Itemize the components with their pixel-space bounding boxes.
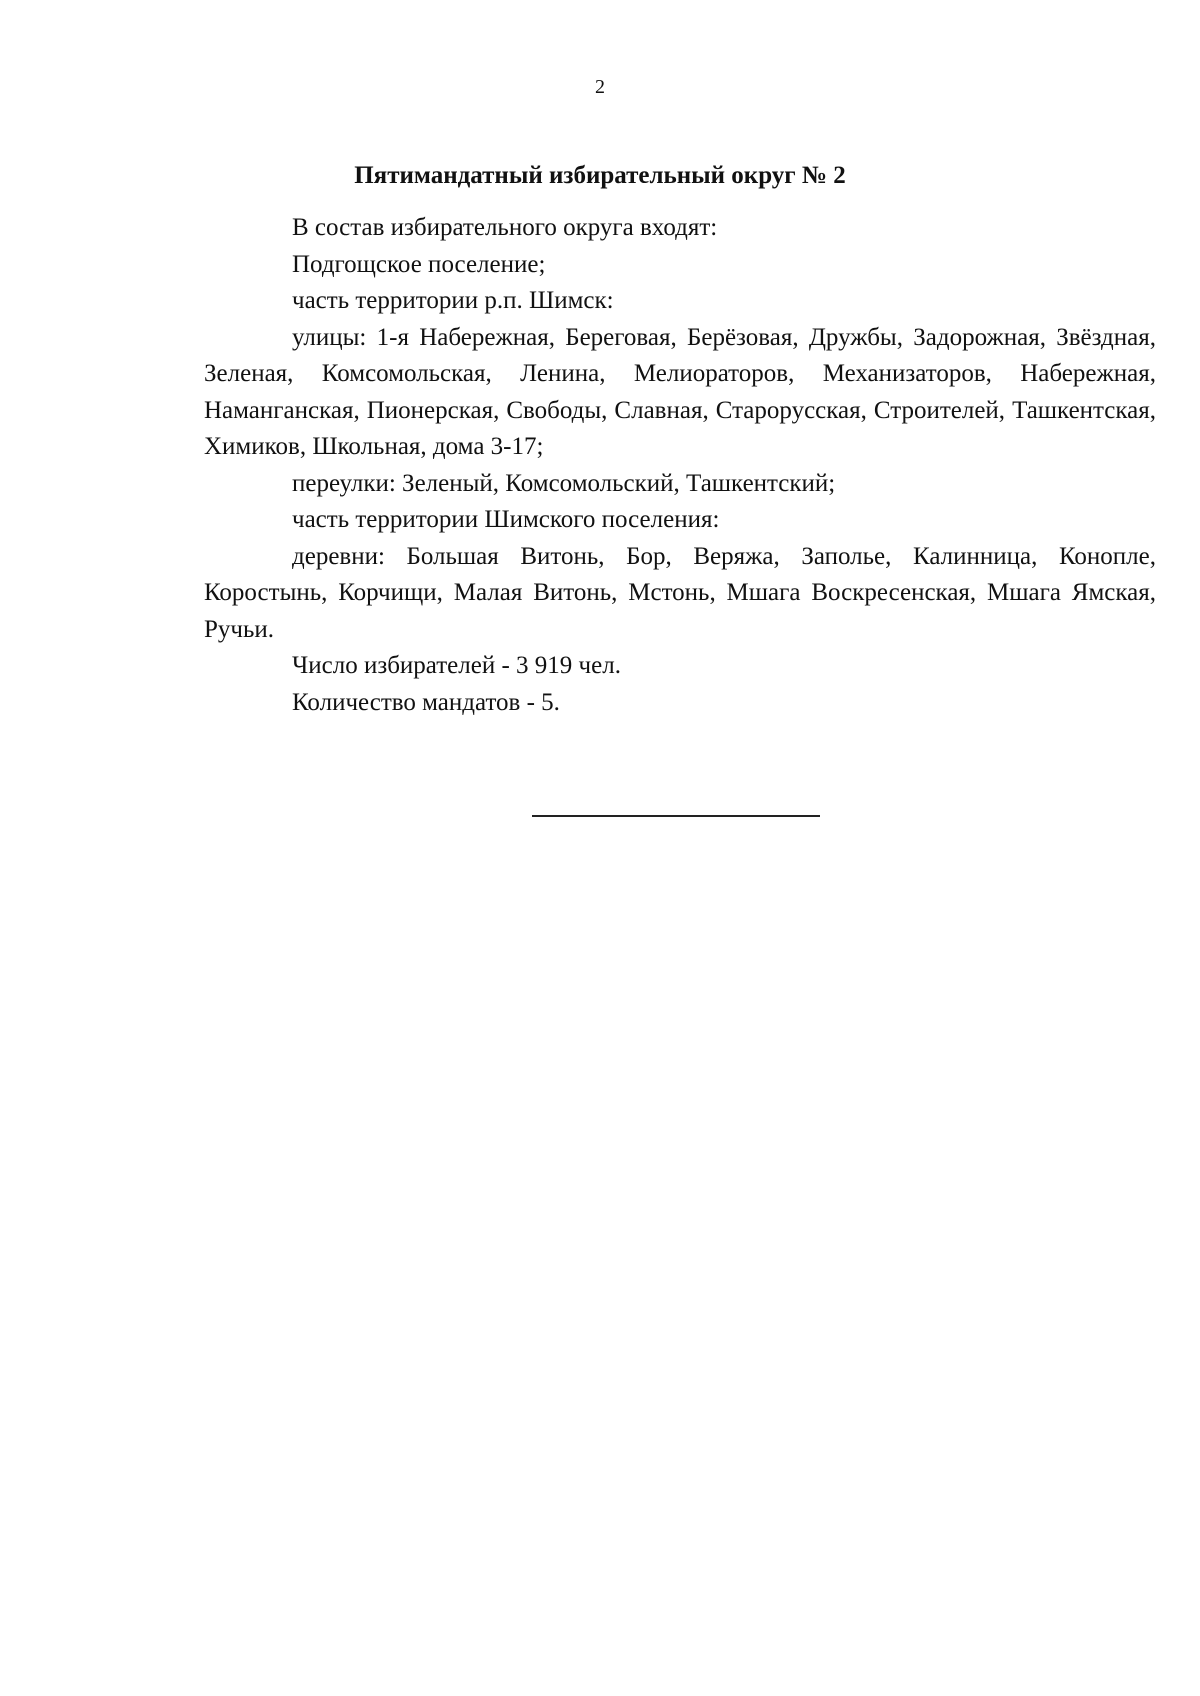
paragraph-territory-shimsk: часть территории р.п. Шимск: — [292, 287, 614, 314]
page-number: 2 — [595, 76, 605, 98]
paragraph-territory-settlement: часть территории Шимского поселения: — [292, 506, 720, 533]
paragraph-streets: улицы: 1-я Набережная, Береговая, Берёзовая, Дружбы, Задорожная, Звёздная, Зеленая, Комсомольская, Ленина, Мелиораторов, Механизаторов, Набережная, Наманганская, Пионерская, Свободы, Славная, Старорусская, Строителей, Ташкентская, Химиков, Школьная, дома 3-17; — [204, 323, 1156, 460]
end-divider — [532, 815, 820, 817]
paragraph-lanes: переулки: Зеленый, Комсомольский, Ташкентский; — [292, 469, 836, 497]
paragraph-voter-count: Число избирателей - 3 919 чел. — [292, 652, 621, 679]
paragraph-villages: деревни: Большая Витонь, Бор, Веряжа, Заполье, Калинница, Конопле, Коростынь, Корчищи, Малая Витонь, Мстонь, Мшага Воскресенская, Мшага Ямская, Ручьи. — [204, 542, 1156, 643]
paragraph-intro: В состав избирательного округа входят: — [292, 214, 718, 241]
district-description — [204, 210, 1156, 721]
district-heading: Пятимандатный избирательный округ № 2 — [354, 162, 846, 189]
paragraph-settlement: Подгощское поселение; — [292, 250, 546, 278]
paragraph-mandate-count: Количество мандатов - 5. — [292, 688, 560, 716]
